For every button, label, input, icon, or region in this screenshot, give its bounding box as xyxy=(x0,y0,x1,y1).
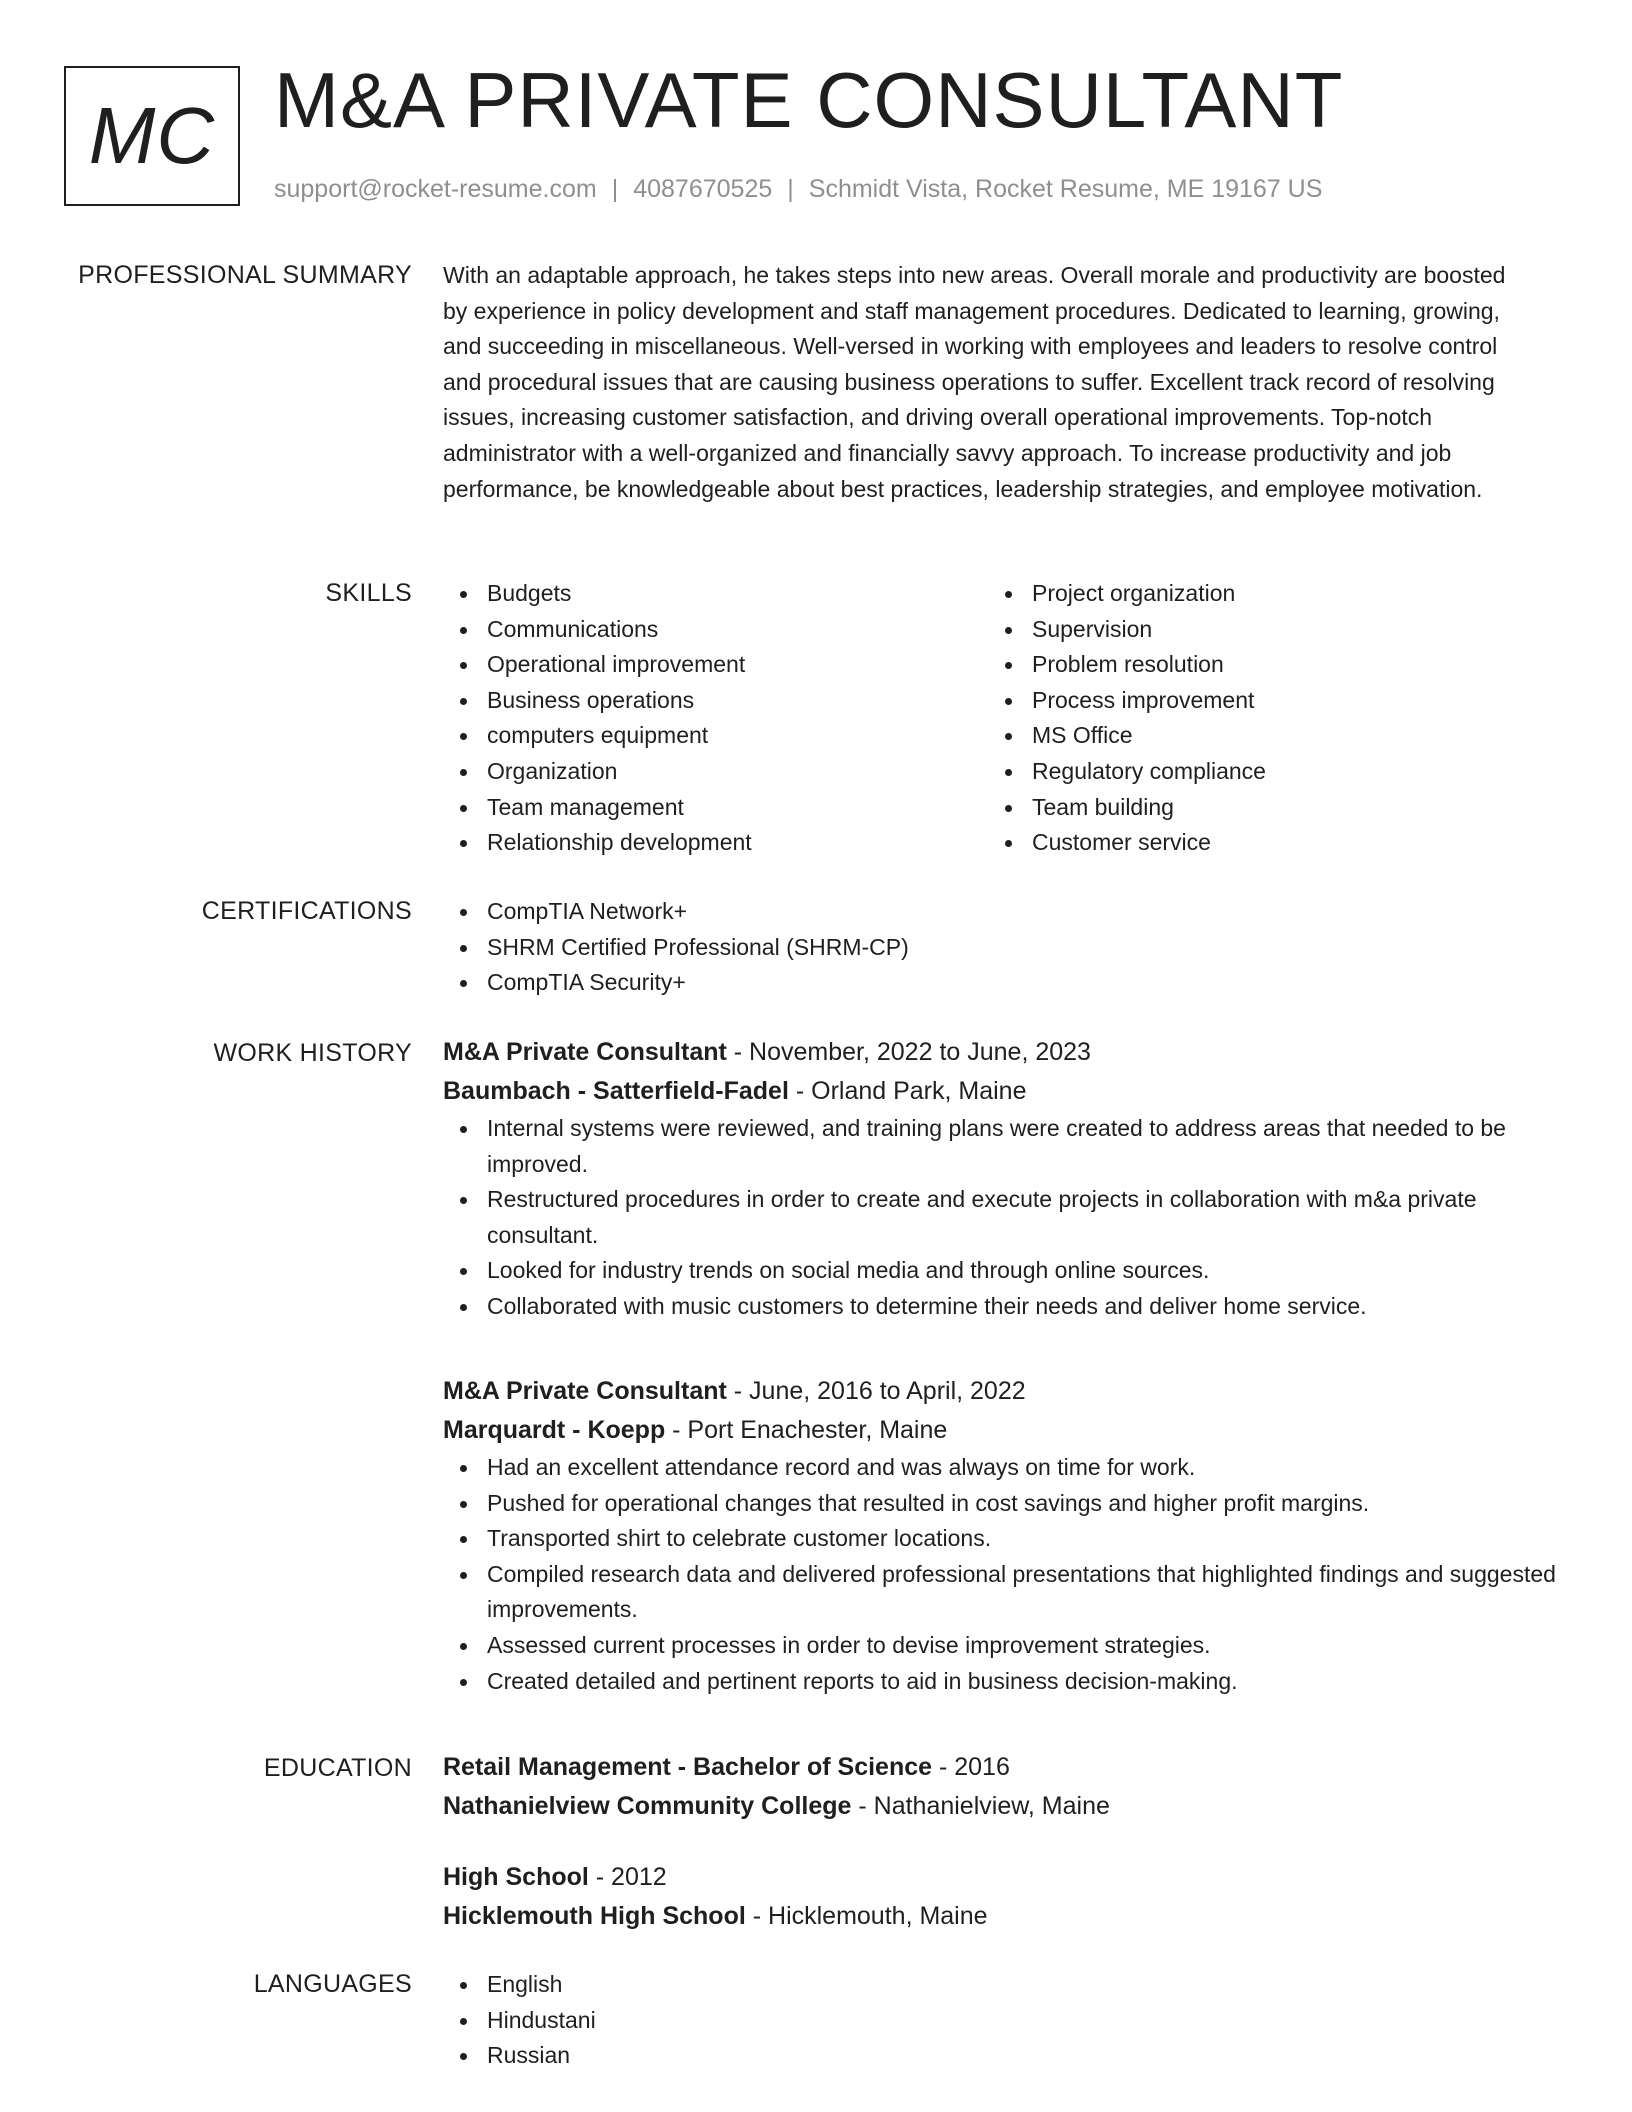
language-item: Hindustani xyxy=(443,2003,1563,2039)
skill-item: Business operations xyxy=(443,683,988,719)
candidate-name: M&A PRIVATE CONSULTANT xyxy=(274,56,1344,144)
job-dates: - November, 2022 to June, 2023 xyxy=(726,1038,1091,1066)
job-bullets xyxy=(443,1111,1563,1325)
education-entry xyxy=(443,1858,1563,1936)
section-label-skills: SKILLS xyxy=(325,579,412,607)
job-bullet: Compiled research data and delivered professional presentations that highlighted findings and suggested improvements. xyxy=(443,1557,1563,1628)
job-title: M&A Private Consultant xyxy=(443,1377,727,1405)
section-label-certifications: CERTIFICATIONS xyxy=(201,897,412,925)
skill-item: Budgets xyxy=(443,576,988,612)
job-bullet: Internal systems were reviewed, and training plans were created to address areas that needed to be improved. xyxy=(443,1111,1563,1182)
section-skills xyxy=(443,576,1563,861)
job-location: - Orland Park, Maine xyxy=(788,1077,1027,1105)
skill-item: Regulatory compliance xyxy=(988,754,1533,790)
job-company-line xyxy=(443,1411,1563,1450)
education-school: Nathanielview Community College xyxy=(443,1792,852,1820)
contact-separator: | xyxy=(787,175,794,203)
skill-item: Problem resolution xyxy=(988,647,1533,683)
certification-item: SHRM Certified Professional (SHRM-CP) xyxy=(443,930,1563,966)
section-languages xyxy=(443,1967,1563,2074)
job-company-line xyxy=(443,1072,1563,1111)
languages-list xyxy=(443,1967,1563,2074)
contact-line xyxy=(274,172,1322,206)
education-entry xyxy=(443,1748,1563,1826)
skill-item: MS Office xyxy=(988,718,1533,754)
education-location: - Nathanielview, Maine xyxy=(851,1792,1110,1820)
summary-text: With an adaptable approach, he takes steps into new areas. Overall morale and productivity are boosted by experience in policy development and staff management procedures. Dedicated to learning, growing, and succeeding in miscellaneous. Well-versed in working with employees and leaders to resolve control and procedural issues that are causing business operations to suffer. Excellent track record of resolving issues, increasing customer satisfaction, and driving overall operational improvements. Top-notch administrator with a well-organized and financially savvy approach. To increase productivity and job performance, be knowledgeable about best practices, leadership strategies, and employee motivation. xyxy=(443,262,1506,502)
education-degree: High School xyxy=(443,1863,589,1891)
skills-grid xyxy=(443,576,1563,861)
certifications-list xyxy=(443,894,1563,1001)
skill-item: Project organization xyxy=(988,576,1533,612)
language-item: Russian xyxy=(443,2038,1563,2074)
education-degree: Retail Management - Bachelor of Science xyxy=(443,1753,933,1781)
skill-item: computers equipment xyxy=(443,718,988,754)
section-label-education: EDUCATION xyxy=(263,1754,412,1782)
job-entry xyxy=(443,1372,1563,1699)
section-label-languages: LANGUAGES xyxy=(253,1970,412,1998)
education-location: - Hicklemouth, Maine xyxy=(745,1902,988,1930)
skill-item: Customer service xyxy=(988,825,1533,861)
skill-item: Team management xyxy=(443,790,988,826)
monogram-initials: MC xyxy=(88,91,216,180)
skills-column-right xyxy=(988,576,1533,861)
job-title-line xyxy=(443,1372,1563,1411)
job-bullet: Looked for industry trends on social media and through online sources. xyxy=(443,1253,1563,1289)
job-bullets xyxy=(443,1450,1563,1699)
job-company: Marquardt - Koepp xyxy=(443,1416,666,1444)
contact-address: Schmidt Vista, Rocket Resume, ME 19167 US xyxy=(808,175,1323,203)
job-bullet: Had an excellent attendance record and was always on time for work. xyxy=(443,1450,1563,1486)
job-dates: - June, 2016 to April, 2022 xyxy=(726,1377,1026,1405)
certification-item: CompTIA Network+ xyxy=(443,894,1563,930)
job-bullet: Assessed current processes in order to devise improvement strategies. xyxy=(443,1628,1563,1664)
skill-item: Supervision xyxy=(988,612,1533,648)
education-degree-line xyxy=(443,1748,1563,1787)
education-school-line xyxy=(443,1787,1563,1826)
skills-column-left xyxy=(443,576,988,861)
job-location: - Port Enachester, Maine xyxy=(665,1416,948,1444)
job-bullet: Created detailed and pertinent reports to aid in business decision-making. xyxy=(443,1664,1563,1700)
job-title: M&A Private Consultant xyxy=(443,1038,727,1066)
contact-separator: | xyxy=(611,175,619,203)
section-certifications xyxy=(443,894,1563,1001)
skill-item: Communications xyxy=(443,612,988,648)
job-bullet: Collaborated with music customers to determine their needs and deliver home service. xyxy=(443,1289,1563,1325)
education-year: - 2012 xyxy=(588,1863,667,1891)
skill-item: Organization xyxy=(443,754,988,790)
contact-phone[interactable]: 4087670525 xyxy=(633,175,773,203)
section-label-work-history: WORK HISTORY xyxy=(213,1039,412,1067)
monogram-box xyxy=(64,66,240,206)
education-school: Hicklemouth High School xyxy=(443,1902,746,1930)
job-bullet: Pushed for operational changes that resulted in cost savings and higher profit margins. xyxy=(443,1486,1563,1522)
job-bullet: Restructured procedures in order to create and execute projects in collaboration with m&a private consultant. xyxy=(443,1182,1563,1253)
education-degree-line xyxy=(443,1858,1563,1897)
job-bullet: Transported shirt to celebrate customer locations. xyxy=(443,1521,1563,1557)
job-company: Baumbach - Satterfield-Fadel xyxy=(443,1077,789,1105)
education-year: - 2016 xyxy=(932,1753,1010,1781)
skill-item: Team building xyxy=(988,790,1533,826)
skill-item: Process improvement xyxy=(988,683,1533,719)
skill-item: Operational improvement xyxy=(443,647,988,683)
education-school-line xyxy=(443,1897,1563,1936)
skill-item: Relationship development xyxy=(443,825,988,861)
section-label-summary: PROFESSIONAL SUMMARY xyxy=(78,261,412,289)
job-title-line xyxy=(443,1033,1563,1072)
certification-item: CompTIA Security+ xyxy=(443,965,1563,1001)
section-summary xyxy=(443,258,1563,507)
job-entry xyxy=(443,1033,1563,1325)
contact-email[interactable]: support@rocket-resume.com xyxy=(274,175,597,203)
language-item: English xyxy=(443,1967,1563,2003)
